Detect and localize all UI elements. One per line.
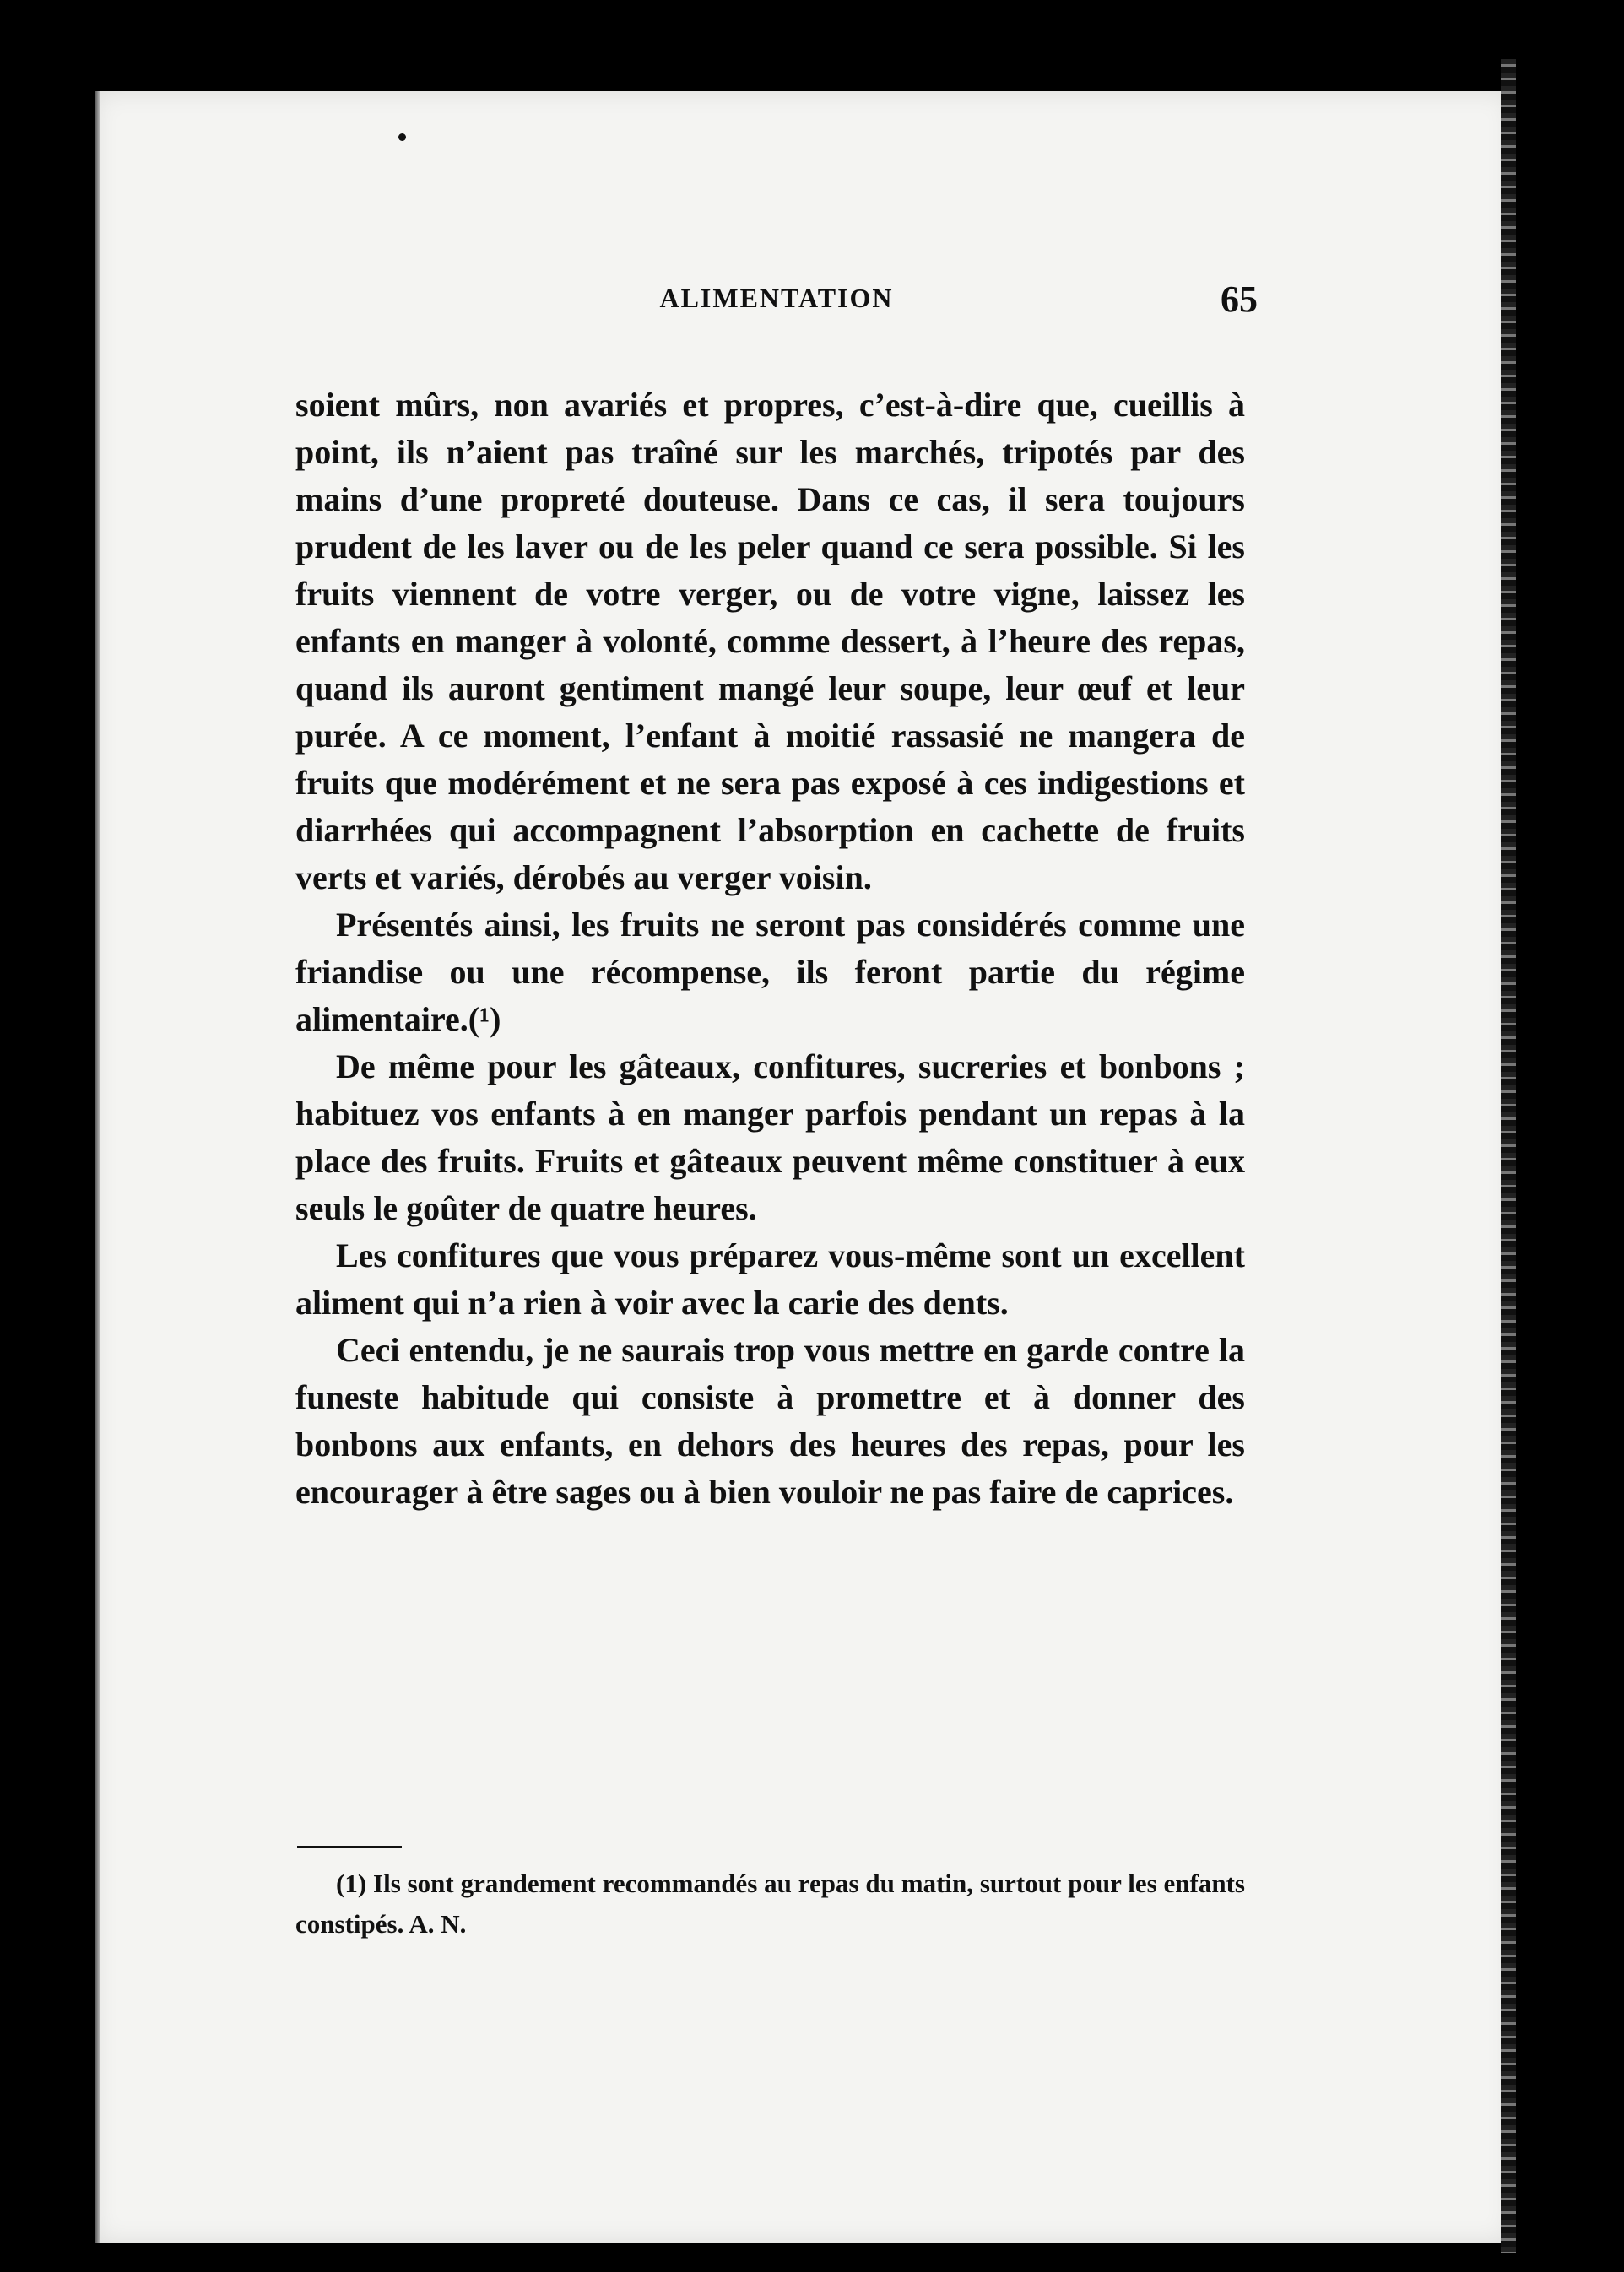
paragraph-2: Présentés ainsi, les fruits ne seront pas considérés comme une friandise ou une récompense, ils feront partie du régime alimentaire.(¹) <box>295 906 1245 1038</box>
page-number: 65 <box>1221 279 1258 320</box>
paragraph-5: Ceci entendu, je ne saurais trop vous mettre en garde contre la funeste habitude qui consiste à promettre et à donner des bonbons aux enfants, en dehors des heures des repas, pour les encourager à être sages ou à bien vouloir ne pas faire de caprices. <box>295 1331 1245 1511</box>
page-spine-shadow <box>95 91 100 2243</box>
page-edge <box>1501 59 1516 2253</box>
running-head <box>295 279 1258 333</box>
body-text <box>295 381 1245 1516</box>
footnote: (1) Ils sont grandement recommandés au repas du matin, surtout pour les enfants constipés. A. N. <box>295 1869 1245 1939</box>
footnote-rule <box>297 1846 402 1848</box>
print-speck <box>398 133 406 141</box>
running-title: ALIMENTATION <box>659 283 894 313</box>
paragraph-3: De même pour les gâteaux, confitures, sucreries et bonbons ; habituez vos enfants à en manger parfois pendant un repas à la place des fruits. Fruits et gâteaux peuvent même constituer à eux seuls le goûter de quatre heures. <box>295 1047 1245 1227</box>
paragraph-4: Les confitures que vous préparez vous-même sont un excellent aliment qui n’a rien à voir avec la carie des dents. <box>295 1236 1245 1322</box>
paragraph-1: soient mûrs, non avariés et propres, c’est-à-dire que, cueillis à point, ils n’aient pas traîné sur les marchés, tripotés par des mains d’une propreté douteuse. Dans ce cas, il sera toujours prudent de les laver ou de les peler quand ce sera possible. Si les fruits viennent de votre verger, ou de votre vigne, laissez les enfants en manger à volonté, comme dessert, à l’heure des repas, quand ils auront gentiment mangé leur soupe, leur œuf et leur purée. A ce moment, l’enfant à moitié rassasié ne mangera de fruits que modérément et ne sera pas exposé à ces indigestions et diarrhées qui accompagnent l’absorption en cachette de fruits verts et variés, dérobés au verger voisin. <box>295 386 1245 896</box>
